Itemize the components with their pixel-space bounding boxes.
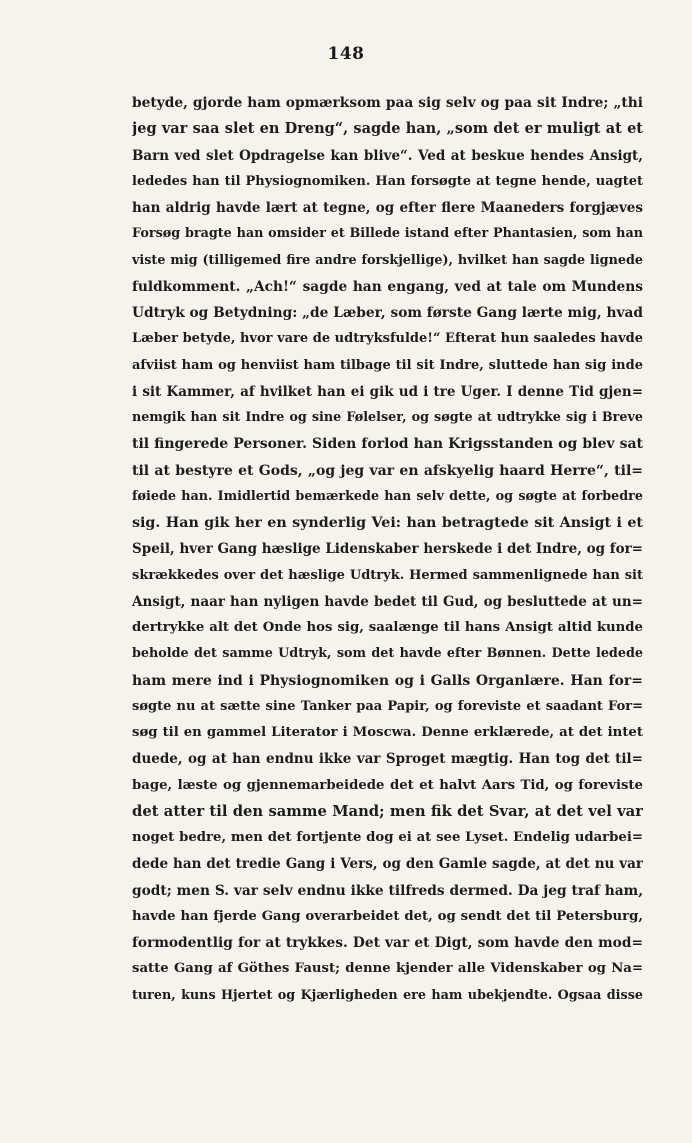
text-line: Læber betyde, hvor vare de udtryksfulde!“ Efterat hun saaledes havde [132, 331, 643, 347]
text-line: bage, læste og gjennemarbeidede det et halvt Aars Tid, og foreviste [132, 777, 643, 793]
page-number: 148 [327, 44, 365, 64]
text-line: han aldrig havde lært at tegne, og efter flere Maaneders forgjæves [132, 200, 643, 216]
text-line: til fingerede Personer. Siden forlod han Krigsstanden og blev sat [132, 436, 643, 453]
text-line: Speil, hver Gang hæslige Lidenskaber herskede i det Indre, og for= [132, 541, 643, 558]
text-line: sig. Han gik her en synderlig Vei: han betragtede sit Ansigt i et [132, 515, 643, 531]
text-line: turen, kuns Hjertet og Kjærligheden ere ham ubekjendte. Ogsaa disse [132, 987, 643, 1003]
text-line: viste mig (tilligemed fire andre forskjellige), hvilket han sagde lignede [132, 252, 643, 268]
text-line: i sit Kammer, af hvilket han ei gik ud i tre Uger. I denne Tid gjen= [132, 383, 643, 400]
text-line: til at bestyre et Gods, „og jeg var en afskyelig haard Herre“, til= [132, 462, 643, 479]
text-line: ham mere ind i Physiognomiken og i Galls Organlære. Han for= [132, 672, 643, 689]
text-line: lededes han til Physiognomiken. Han forsøgte at tegne hende, uagtet [132, 173, 643, 189]
text-line: satte Gang af Göthes Faust; denne kjender alle Videnskaber og Na= [132, 961, 643, 977]
text-line: Barn ved slet Opdragelse kan blive“. Ved at beskue hendes Ansigt, [132, 147, 643, 164]
text-line: duede, og at han endnu ikke var Sproget mægtig. Han tog det til= [132, 751, 643, 768]
text-line: dede han det tredie Gang i Vers, og den Gamle sagde, at det nu var [132, 856, 643, 873]
text-line: godt; men S. var selv endnu ikke tilfreds dermed. Da jeg traf ham, [132, 882, 643, 899]
body-text [132, 90, 643, 1009]
text-line: dertrykke alt det Onde hos sig, saalænge til hans Ansigt altid kunde [132, 620, 643, 635]
text-line: det atter til den samme Mand; men fik det Svar, at det vel var [132, 802, 643, 820]
text-line: betyde, gjorde ham opmærksom paa sig selv og paa sit Indre; „thi [132, 95, 643, 111]
text-line: føiede han. Imidlertid bemærkede han selv dette, og søgte at forbedre [132, 488, 643, 504]
text-line: noget bedre, men det fortjente dog ei at see Lyset. Endelig udarbei= [132, 830, 643, 845]
text-line: Ansigt, naar han nyligen havde bedet til Gud, og besluttede at un= [132, 593, 643, 610]
text-line: Forsøg bragte han omsider et Billede istand efter Phantasien, som han [132, 226, 643, 242]
text-line: søg til en gammel Literator i Moscwa. Denne erklærede, at det intet [132, 725, 643, 740]
text-line: havde han fjerde Gang overarbeidet det, og sendt det til Petersburg, [132, 908, 643, 924]
text-line: søgte nu at sætte sine Tanker paa Papir, og foreviste et saadant For= [132, 698, 643, 714]
text-line: beholde det samme Udtryk, som det havde efter Bønnen. Dette ledede [132, 646, 643, 662]
text-line: skrækkedes over det hæslige Udtryk. Hermed sammenlignede han sit [132, 567, 643, 583]
text-line: jeg var saa slet en Dreng“, sagde han, „som det er muligt at et [132, 120, 643, 138]
text-line: Udtryk og Betydning: „de Læber, som første Gang lærte mig, hvad [132, 305, 643, 321]
text-line: fuldkomment. „Ach!“ sagde han engang, ved at tale om Mundens [132, 278, 643, 295]
text-line: afviist ham og henviist ham tilbage til sit Indre, sluttede han sig inde [132, 357, 643, 373]
text-line: nemgik han sit Indre og sine Følelser, og søgte at udtrykke sig i Breve [132, 410, 643, 425]
text-line: formodentlig for at trykkes. Det var et Digt, som havde den mod= [132, 935, 643, 951]
